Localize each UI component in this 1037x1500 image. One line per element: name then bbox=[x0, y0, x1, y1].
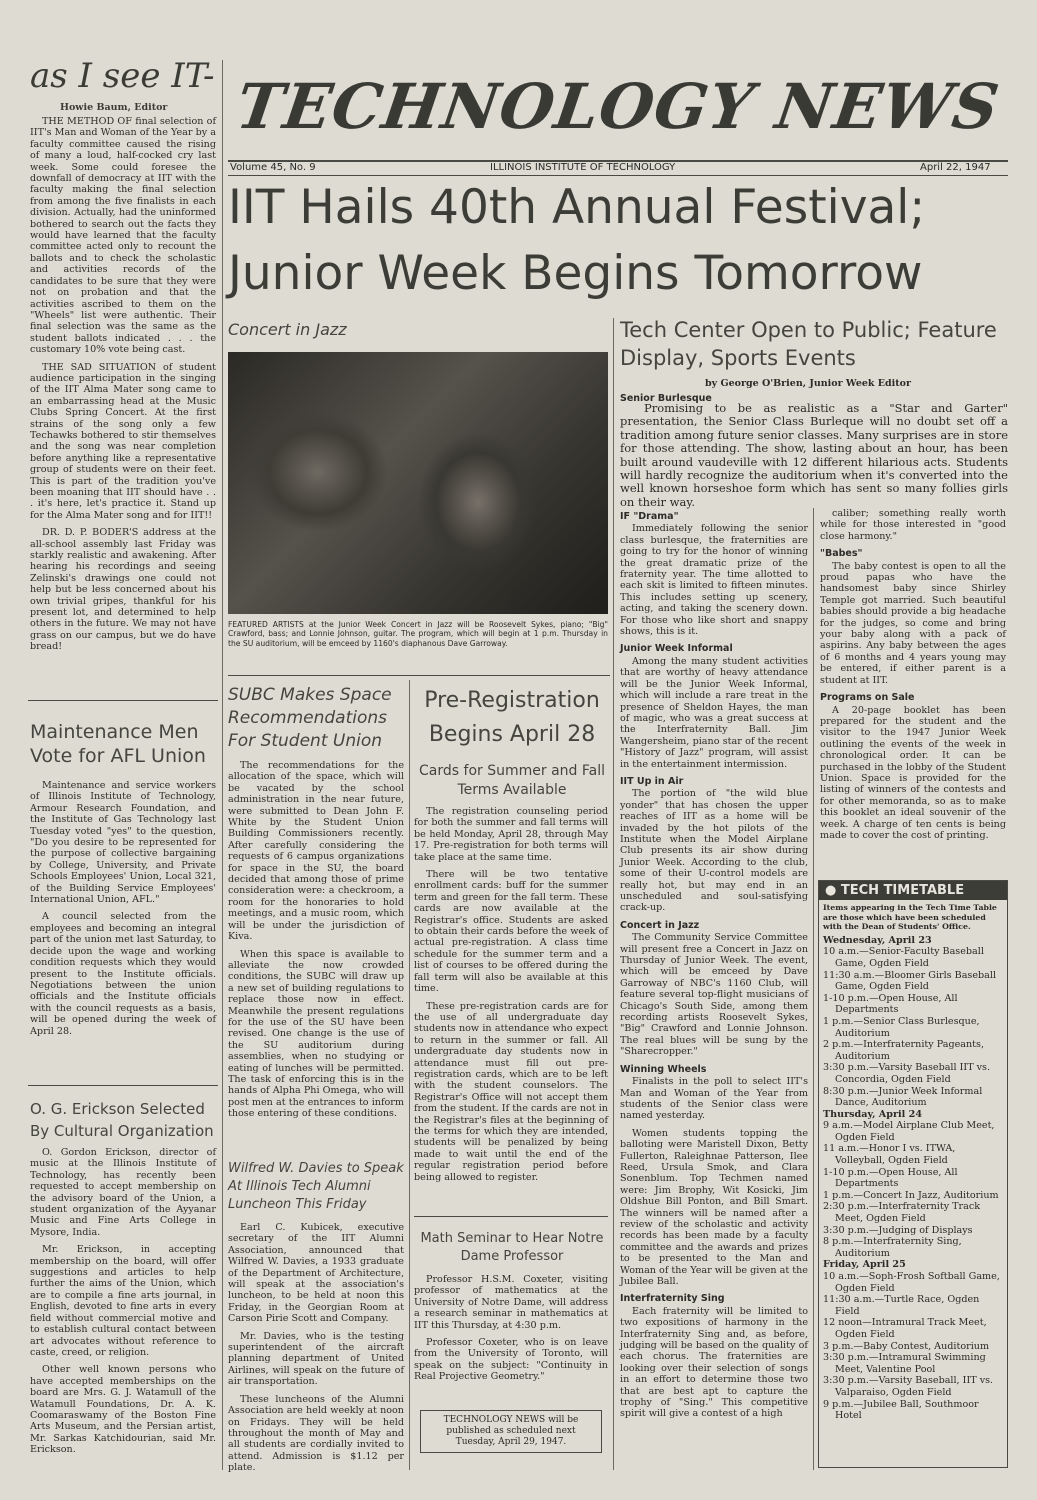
timetable-item: 3 p.m.—Baby Contest, Auditorium bbox=[823, 1340, 990, 1352]
techcenter-right-column bbox=[820, 508, 1006, 847]
prereg-headline: Pre-Registration Begins April 28 bbox=[424, 688, 600, 747]
timetable-item: 8:30 p.m.—Junior Week Informal Dance, Auditorium bbox=[823, 1085, 983, 1109]
subc-paragraph: The recommendations for the allocation of the space, which will be vacated by the school administration in the near future, were submitted to Dean John F. White by the Student Union Building Commissioners recently. After carefully considering the requests of 6 campus organizations for space in the SU, the board decided that among those of prime consideration were: a checkroom, a room for the honoraries to hold meetings, and a music room, which will be under the jurisdiction of Kiva. bbox=[228, 760, 404, 943]
timetable-day: Friday, April 25 bbox=[823, 1259, 906, 1271]
section-text: The portion of "the wild blue yonder" that has chosen the upper reaches of IIT as a home will be invaded by the hot pilots of the Institute when the Model Airplane Club presents its air show during Junior Week. According to the club, some of their U-control models are really hot, but may end in an unscheduled and soul-satisfying crack-up. bbox=[620, 788, 808, 914]
divider bbox=[28, 700, 218, 701]
timetable-item: 1-10 p.m.—Open House, All Departments bbox=[823, 992, 958, 1016]
column-paragraph: THE SAD SITUATION of student audience participation in the singing of the IIT Alma Mater song came to an embarrassing head at the Music Clubs Spring Concert. At the first strains of the song only a few Techawks bothered to stir themselves and the song was near completion before anything like a representative group of students were on their feet. This is part of the tradition you've been moaning that IIT should have . . . it's here, let's practice it. Stand up for the Alma Mater song and for IIT!! bbox=[30, 361, 216, 521]
prereg-subhead: Cards for Summer and Fall Terms Available bbox=[419, 763, 605, 798]
techcenter-byline: by George O'Brien, Junior Week Editor bbox=[705, 378, 912, 389]
timetable-item: 11:30 a.m.—Bloomer Girls Baseball Game, Ogden Field bbox=[823, 969, 997, 993]
section-text: Each fraternity will be limited to two expositions of harmony in the Interfraternity Sing and, as before, judging will be based on the quality of each chorus. The fraternities are looking over their selection of songs in an effort to determine those two that are best apt to capture the trophy of "Sing." This competitive spirit will give a contest of a high bbox=[620, 1305, 808, 1420]
davies-headline: Wilfred W. Davies to Speak At Illinois Tech Alumni Luncheon This Friday bbox=[228, 1161, 404, 1212]
subc-body bbox=[228, 760, 404, 1126]
column-paragraph: THE METHOD OF final selection of IIT's Man and Woman of the Year by a faculty committee caused the rising of many a loud, half-cocked cry last week. Some could foresee the downfall of democracy at IIT with the faculty making the final selection from among the five finalists in each division. Actually, had the uninformed bothered to search out the facts they would have learned that the faculty committee acted only to recount the ballots and to check the scholastic and activities records of the candidates to be sure that they were not on probation and that the activities ascribed to them on the "Wheels" list were authentic. Their final selection was the same as the student ballots indicated . . . the customary 10% vote being cast. bbox=[30, 116, 216, 356]
prereg-body bbox=[414, 806, 608, 1189]
column-rule bbox=[613, 318, 614, 1470]
section-subhead: IF "Drama" bbox=[620, 511, 679, 522]
techcenter-left-column bbox=[620, 508, 808, 1426]
erickson-paragraph: Mr. Erickson, in accepting membership on the board, will offer suggestions and articles to help further the aims of the Union, which are to compile a fine arts journal, in English, devoted to fine arts in every field without commercial motive and to establish cultural contact between art advocates without reference to caste, creed, or religion. bbox=[30, 1244, 216, 1358]
subc-paragraph: When this space is available to alleviate the now crowded conditions, the SUBC will draw up a new set of building regulations to replace those now in effect. Meanwhile the present regulations for the use of the SU have been revised. One change is the use of the SU auditorium during assemblies, when no studying or eating of lunches will be permitted. The task of enforcing this is in the hands of Alpha Phi Omega, who will post men at the entrances to inform those entering of these conditions. bbox=[228, 948, 404, 1120]
section-text: The Community Service Committee will present free a Concert in Jazz on Thursday of Junior Week. The event, which will be emceed by Dave Garroway of NBC's 1160 Club, will feature several top-flight musicians of Chicago's South Side, among them recording artists Roosevelt Sykes, "Big" Crawford and Lonnie Johnson. The real blues will be sung by the "Sharecropper." bbox=[620, 932, 808, 1058]
timetable-item: 10 a.m.—Soph-Frosh Softball Game, Ogden Field bbox=[823, 1271, 1000, 1294]
banner-headline-line2: Junior Week Begins Tomorrow bbox=[228, 246, 923, 301]
section-subhead: Interfraternity Sing bbox=[620, 1293, 725, 1305]
timetable-item: 1 p.m.—Concert In Jazz, Auditorium bbox=[823, 1189, 999, 1201]
banner-headline-line1: IIT Hails 40th Annual Festival; bbox=[228, 180, 926, 235]
divider bbox=[28, 1085, 218, 1086]
davies-paragraph: Earl C. Kubicek, executive secretary of the IIT Alumni Association, announced that Wilfred W. Davies, a 1933 graduate of the Department of Architecture, will speak at the association's luncheon, to be held at noon this Friday, in the Georgian Room at Carson Pirie Scott and Company. bbox=[228, 1222, 404, 1325]
section-text: Women students topping the balloting were Maristell Dixon, Betty Fullerton, Raleighnae Patterson, Ilee Reed, Ursula Smok, and Clara Sonenblum. Top Techmen named were: Jim Brophy, Wit Kosicki, Jim Oldshue Bill Ponton, and Bill Smart. The winners will be named after a review of the scholastic and activity records has been made by a faculty committee and the awards and prizes to be presented to the Man and Woman of the Year will be given at the Jubilee Ball. bbox=[620, 1127, 808, 1287]
prereg-paragraph: There will be two tentative enrollment cards: buff for the summer term and green for the fall term. These cards are now available at the Registrar's office. Students are asked to obtain their cards before the week of actual pre-registration. A class time schedule for the summer term and a list of courses to be offered during the fall term will also be available at this time. bbox=[414, 869, 608, 995]
masthead-rule bbox=[228, 175, 1008, 176]
subc-headline: SUBC Makes Space Recommendations For Student Union bbox=[228, 685, 392, 751]
section-text: caliber; something really worth while for those interested in "good close harmony." bbox=[820, 508, 1006, 542]
column-byline: Howie Baum, Editor bbox=[60, 102, 168, 113]
prereg-paragraph: The registration counseling period for both the summer and fall terms will be held Monday, April 28, through May 17. Pre-registration for both terms will take place at the same time. bbox=[414, 806, 608, 863]
concert-headline: Concert in Jazz bbox=[228, 320, 347, 339]
erickson-paragraph: Other well known persons who have accepted memberships on the board are Mrs. G. J. Watamull of the Watamull Foundations, Dr. A. K. Coomaraswamy of the Boston Fine Arts Museum, and the Persian artist, Mr. Sarkas Katchidourian, said Mr. Erickson. bbox=[30, 1364, 216, 1456]
techcenter-headline: Tech Center Open to Public; Feature Display, Sports Events bbox=[620, 318, 997, 370]
timetable-item: 2:30 p.m.—Interfraternity Track Meet, Ogden Field bbox=[823, 1201, 981, 1225]
section-text: Finalists in the poll to select IIT's Man and Woman of the Year from students of the Senior class were named yesterday. bbox=[620, 1076, 808, 1122]
divider bbox=[228, 675, 610, 676]
column-title: as I see IT- bbox=[30, 56, 215, 96]
timetable-item: 11:30 a.m.—Turtle Race, Ogden Field bbox=[823, 1294, 980, 1317]
timetable-box bbox=[818, 880, 1008, 1468]
davies-body bbox=[228, 1222, 404, 1480]
prereg-paragraph: These pre-registration cards are for the use of all undergraduate day students now in attendance who expect to return in the summer or fall. All undergraduate day students now in attendance must fill out pre-registration cards, which are to be left with the student counselors. The Registrar's Office will not accept them from the student. If the cards are not in the Registrar's files at the beginning of the terms for which they are intended, students will be penalized by being made to wait until the end of the regular registration period before being allowed to register. bbox=[414, 1000, 608, 1183]
column-paragraph: DR. D. P. BODER'S address at the all-school assembly last Friday was starkly realistic and awakening. After hearing his recordings and seeing Zelinski's drawings one could not help but be less concerned about his own trivial gripes, thankful for his present lot, and determined to help others in the future. We may not have grass on our campus, but we do have bread! bbox=[30, 527, 216, 653]
masthead-institution: ILLINOIS INSTITUTE OF TECHNOLOGY bbox=[490, 162, 676, 173]
burlesque-text: Promising to be as realistic as a "Star and Garter" presentation, the Senior Class Burleque will no doubt set off a tradition among future senior classes. Many surprises are in store for those attending. The show, lasting about an hour, has been built around vaudeville with 12 different hilarious acts. Students will hardly recognize the auditorium when it's converted into the well known horseshoe form which has sent so many follies girls on their way. bbox=[620, 401, 1008, 509]
section-subhead: Winning Wheels bbox=[620, 1063, 707, 1075]
timetable-item: 3:30 p.m.—Judging of Displays bbox=[823, 1224, 973, 1236]
timetable-item: 3:30 p.m.—Varsity Baseball IIT vs. Concordia, Ogden Field bbox=[823, 1062, 991, 1085]
timetable-item: 3:30 p.m.—Intramural Swimming Meet, Valentine Pool bbox=[823, 1352, 986, 1375]
column-rule bbox=[222, 60, 223, 1470]
section-subhead: "Babes" bbox=[820, 548, 863, 560]
section-text: A 20-page booklet has been prepared for the student and the visitor to the 1947 Junior Week outlining the events of the week in chronological order. It can be purchased in the lobby of the Student Union. Space is provided for the listing of winners of the contests and for other memoranda, so as to make this booklet an ideal souvenir of the week. A charge of ten cents is being made to cover the cost of printing. bbox=[820, 704, 1006, 841]
davies-paragraph: Mr. Davies, who is the testing superintendent of the aircraft planning department of United Airlines, will speak on the future of air transportation. bbox=[228, 1330, 404, 1388]
masthead-date: April 22, 1947 bbox=[920, 162, 991, 173]
math-headline: Math Seminar to Hear Notre Dame Professor bbox=[420, 1231, 604, 1264]
math-body bbox=[414, 1274, 608, 1389]
timetable-item: 11 a.m.—Honor I vs. ITWA, Volleyball, Ogden Field bbox=[823, 1143, 956, 1167]
section-text: The baby contest is open to all the proud papas who have the handsomest baby since Shirley Temple got married. Such beautiful babies should provide a big headache for the judges, so come and bring your baby along with a pack of aspirins. Any baby between the ages of 6 months and 4 years young may be entered, if either parent is a student at IIT. bbox=[820, 560, 1006, 686]
timetable-list bbox=[819, 935, 1007, 1422]
bullet-icon: ● bbox=[825, 883, 841, 898]
maintenance-paragraph: A council selected from the employees and becoming an integral part of the union met last Saturday, to decide upon the wage and working condition requests which they would present to the Institute officials. Negotiations between the union officials and the Institute officials with the council requests as a basis, will be opened during the week of April 28. bbox=[30, 911, 216, 1037]
timetable-day: Thursday, April 24 bbox=[823, 1108, 922, 1120]
section-subhead: Concert in Jazz bbox=[620, 919, 700, 931]
erickson-headline: O. G. Erickson Selected By Cultural Organization bbox=[30, 1100, 214, 1140]
timetable-title-text: TECH TIMETABLE bbox=[840, 883, 965, 898]
timetable-note: Items appearing in the Tech Time Table are those which have been scheduled with the Dean of Students' Office. bbox=[823, 903, 997, 932]
timetable-item: 9 a.m.—Model Airplane Club Meet, Ogden Field bbox=[823, 1120, 995, 1143]
timetable-item: 12 noon—Intramural Track Meet, Ogden Field bbox=[823, 1317, 987, 1340]
section-subhead: Junior Week Informal bbox=[620, 643, 733, 655]
column-body bbox=[30, 116, 216, 659]
math-paragraph: Professor H.S.M. Coxeter, visiting professor of mathematics at the University of Notre Dame, will address a research seminar in mathematics at IIT this Thursday, at 4:30 p.m. bbox=[414, 1274, 608, 1331]
maintenance-headline: Maintenance Men Vote for AFL Union bbox=[30, 721, 206, 767]
timetable-item: 1-10 p.m.—Open House, All Departments bbox=[823, 1166, 958, 1190]
divider bbox=[414, 1216, 608, 1217]
section-text: Among the many student activities that are worthy of heavy attendance will be the Junior Week Informal, which will include a rare treat in the presence of Sheldon Hayes, the man of magic, who was a great success at the Interfraternity Ball. Jim Wangersheim, piano star of the recent "History of Jazz" program, will assist in the entertainment intermission. bbox=[620, 655, 808, 770]
burlesque-subhead: Senior Burlesque bbox=[620, 393, 712, 404]
timetable-item: 3:30 p.m.—Varsity Baseball, IIT vs. Valparaiso, Ogden Field bbox=[823, 1375, 994, 1398]
concert-caption: FEATURED ARTISTS at the Junior Week Concert in Jazz will be Roosevelt Sykes, piano; "Big" Crawford, bass; and Lonnie Johnson, guitar. The program, which will begin at 1 p.m. Thursday in the SU auditorium, will be emceed by 1160's diaphanous Dave Garroway. bbox=[228, 620, 608, 648]
maintenance-body bbox=[30, 780, 216, 1043]
timetable-item: 8 p.m.—Interfraternity Sing, Auditorium bbox=[823, 1236, 962, 1259]
timetable-title bbox=[819, 881, 1007, 900]
math-paragraph: Professor Coxeter, who is on leave from the University of Toronto, will speak on the subject: "Continuity in Real Projective Geometry." bbox=[414, 1337, 608, 1383]
timetable-item: 9 p.m.—Jubilee Ball, Southmoor Hotel bbox=[823, 1398, 979, 1422]
timetable-item: 10 a.m.—Senior-Faculty Baseball Game, Ogden Field bbox=[823, 946, 984, 969]
section-text: Immediately following the senior class burlesque, the fraternities are going to try for the honor of winning the great dramatic prize of the fraternity year. The time allotted to each skit is limited to fifteen minutes. This includes setting up scenery, acting, and taking the scenery down. For those who like short and snappy shows, this is it. bbox=[620, 523, 808, 638]
erickson-body bbox=[30, 1147, 216, 1462]
timetable-day: Wednesday, April 23 bbox=[823, 934, 932, 946]
masthead-title: TECHNOLOGY NEWS bbox=[231, 70, 1004, 143]
timetable-item: 2 p.m.—Interfraternity Pageants, Auditorium bbox=[823, 1039, 985, 1062]
concert-photo bbox=[228, 352, 608, 614]
davies-paragraph: These luncheons of the Alumni Association are held weekly at noon on Fridays. They will be held throughout the month of May and all students are cordially invited to attend. Admission is $1.12 per plate. bbox=[228, 1393, 404, 1474]
maintenance-paragraph: Maintenance and service workers of Illinois Institute of Technology, Armour Research Foundation, and the Institute of Gas Technology last Tuesday voted "yes" to the question, "Do you desire to be represented for the purpose of collective bargaining by College, University, and Private Schools Employees' Union, Local 321, of the Building Service Employees' International Union, AFL." bbox=[30, 780, 216, 906]
section-subhead: Programs on Sale bbox=[820, 692, 915, 704]
masthead-volume: Volume 45, No. 9 bbox=[230, 162, 316, 173]
erickson-paragraph: O. Gordon Erickson, director of music at the Illinois Institute of Technology, has recently been requested to accept membership on the advisory board of the Union, a student organization of the Ayyanar Music and Fine Arts College in Mysore, India. bbox=[30, 1147, 216, 1238]
column-rule bbox=[409, 680, 410, 1470]
timetable-item: 1 p.m.—Senior Class Burlesque, Auditorium bbox=[823, 1015, 980, 1039]
column-rule bbox=[813, 508, 814, 1470]
section-subhead: IIT Up in Air bbox=[620, 775, 684, 787]
math-notice: TECHNOLOGY NEWS will be published as scheduled next Tuesday, April 29, 1947. bbox=[420, 1410, 602, 1453]
